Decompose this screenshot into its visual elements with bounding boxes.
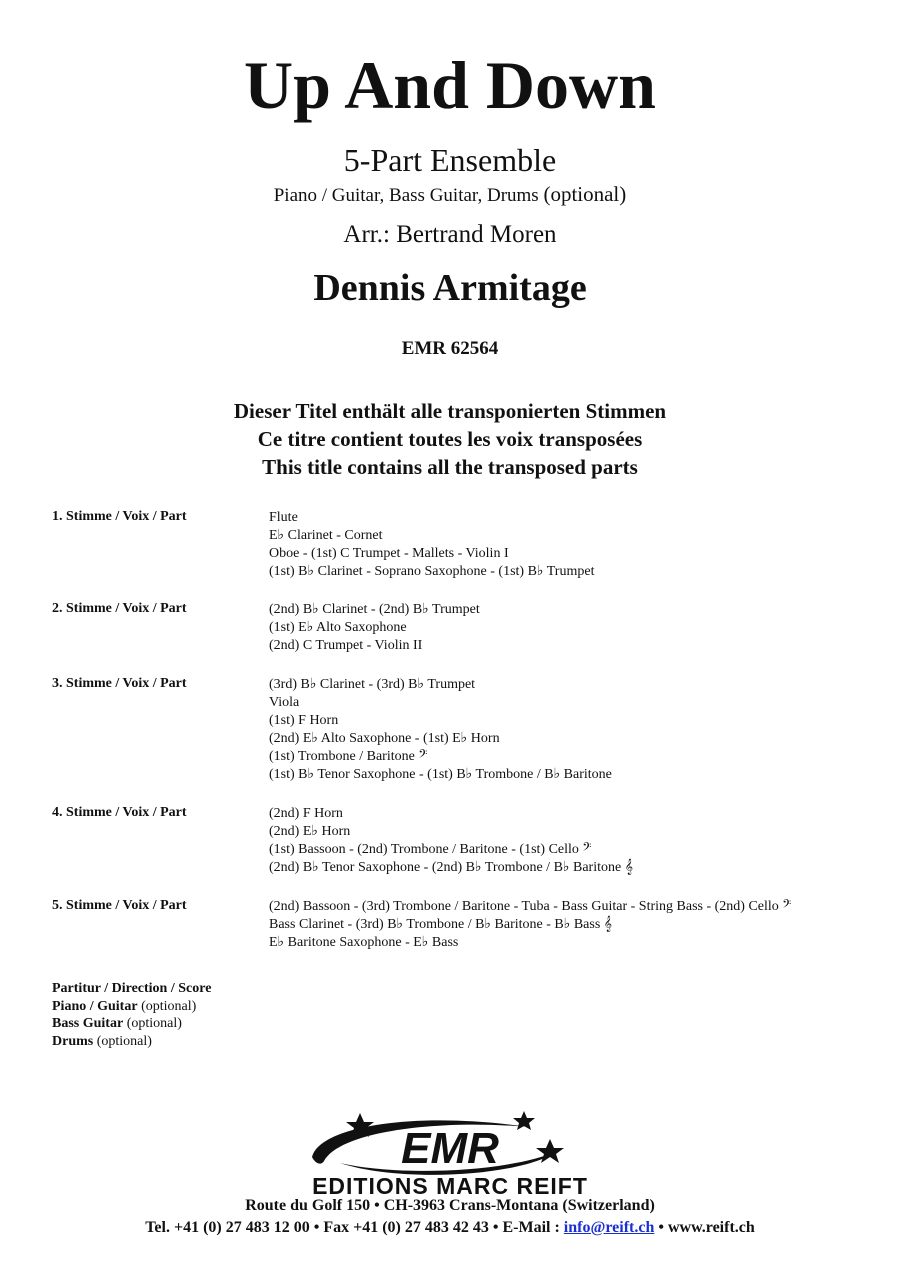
part-2-label: 2. Stimme / Voix / Part xyxy=(52,601,187,616)
contact-phone-fax: Tel. +41 (0) 27 483 12 00 • Fax +41 (0) 27 483 42 43 • E-Mail : xyxy=(145,1219,564,1236)
notice-german: Dieser Titel enthält alle transponierten Stimmen xyxy=(233,399,667,423)
emr-logo xyxy=(300,1105,600,1197)
part-1-label: 1. Stimme / Voix / Part xyxy=(52,509,187,524)
instrument-line: (1st) Bassoon - (2nd) Trombone / Baritone - (1st) Cello 𝄢 xyxy=(269,842,592,857)
instrument-line: Viola xyxy=(269,695,300,710)
instrument-line: E♭ Clarinet - Cornet xyxy=(269,528,383,543)
extra-part-name: Drums xyxy=(52,1033,94,1049)
instrument-line: (2nd) B♭ Tenor Saxophone - (2nd) B♭ Trombone / B♭ Baritone 𝄞 xyxy=(269,860,633,875)
logo-publisher-name: EDITIONS MARC REIFT xyxy=(312,1173,588,1197)
title: Up And Down xyxy=(244,47,656,123)
ensemble-subtitle: 5-Part Ensemble xyxy=(343,142,557,178)
publisher-address: Route du Golf 150 • CH-3963 Crans-Montana (Switzerland) xyxy=(245,1197,655,1214)
notice-french: Ce titre contient toutes les voix transposées xyxy=(257,427,643,451)
email-link[interactable]: info@reift.ch xyxy=(563,1219,655,1236)
instrument-line: (2nd) B♭ Clarinet - (2nd) B♭ Trumpet xyxy=(269,602,480,617)
part-3-instruments xyxy=(269,676,879,784)
notice-english: This title contains all the transposed parts xyxy=(262,455,638,479)
extra-part-note: (optional) xyxy=(137,998,197,1014)
extra-part-piano-guitar xyxy=(52,998,211,1016)
part-5-instruments xyxy=(269,898,879,952)
instrumentation xyxy=(0,182,900,207)
instrumentation-optional: (optional) xyxy=(543,182,627,206)
instrument-line: (3rd) B♭ Clarinet - (3rd) B♭ Trumpet xyxy=(269,677,476,692)
catalog-number: EMR 62564 xyxy=(401,338,499,359)
instrument-line: Bass Clarinet - (3rd) B♭ Trombone / B♭ Baritone - B♭ Bass 𝄞 xyxy=(269,917,613,932)
instrument-line: E♭ Baritone Saxophone - E♭ Bass xyxy=(269,935,459,950)
part-1-instruments xyxy=(269,509,879,581)
instrument-line: (1st) B♭ Clarinet - Soprano Saxophone - (1st) B♭ Trumpet xyxy=(269,564,595,579)
extra-part-drums xyxy=(52,1033,211,1051)
part-4-label: 4. Stimme / Voix / Part xyxy=(52,805,187,820)
part-3-label: 3. Stimme / Voix / Part xyxy=(52,676,187,691)
instrument-line: (2nd) F Horn xyxy=(269,806,343,821)
extra-part-bass-guitar xyxy=(52,1015,211,1033)
instrument-line: Oboe - (1st) C Trumpet - Mallets - Violin I xyxy=(269,546,509,561)
instrument-line: (1st) F Horn xyxy=(269,713,339,728)
instrument-line: (2nd) E♭ Horn xyxy=(269,824,351,839)
instrument-line: Flute xyxy=(269,510,298,525)
extra-part-score xyxy=(52,980,211,998)
extra-part-note: (optional) xyxy=(93,1033,152,1049)
instrument-line: (2nd) C Trumpet - Violin II xyxy=(269,638,423,653)
instrument-line: (2nd) Bassoon - (3rd) Trombone / Baritone - Tuba - Bass Guitar - String Bass - (2nd) Cello 𝄢 xyxy=(269,899,792,914)
part-5-label: 5. Stimme / Voix / Part xyxy=(52,898,187,913)
logo-letters: EMR xyxy=(401,1124,499,1173)
extra-part-name: Bass Guitar xyxy=(52,1016,124,1031)
extra-part-name: Piano / Guitar xyxy=(52,998,138,1014)
instrument-line: (2nd) E♭ Alto Saxophone - (1st) E♭ Horn xyxy=(269,731,500,746)
instrument-line: (1st) E♭ Alto Saxophone xyxy=(269,620,407,635)
part-4-instruments xyxy=(269,805,879,877)
website: • www.reift.ch xyxy=(654,1219,755,1236)
extra-part-name: Partitur / Direction / Score xyxy=(52,981,212,996)
arranger: Arr.: Bertrand Moren xyxy=(343,221,557,248)
publisher-contact xyxy=(0,1219,900,1237)
part-2-instruments xyxy=(269,601,879,655)
extra-parts-list xyxy=(52,980,211,1050)
instrumentation-list: Piano / Guitar, Bass Guitar, Drums xyxy=(273,185,539,206)
instrument-line: (1st) Trombone / Baritone 𝄢 xyxy=(269,749,428,764)
extra-part-note: (optional) xyxy=(123,1016,182,1031)
instrument-line: (1st) B♭ Tenor Saxophone - (1st) B♭ Trombone / B♭ Baritone xyxy=(269,767,612,782)
composer: Dennis Armitage xyxy=(313,267,587,309)
